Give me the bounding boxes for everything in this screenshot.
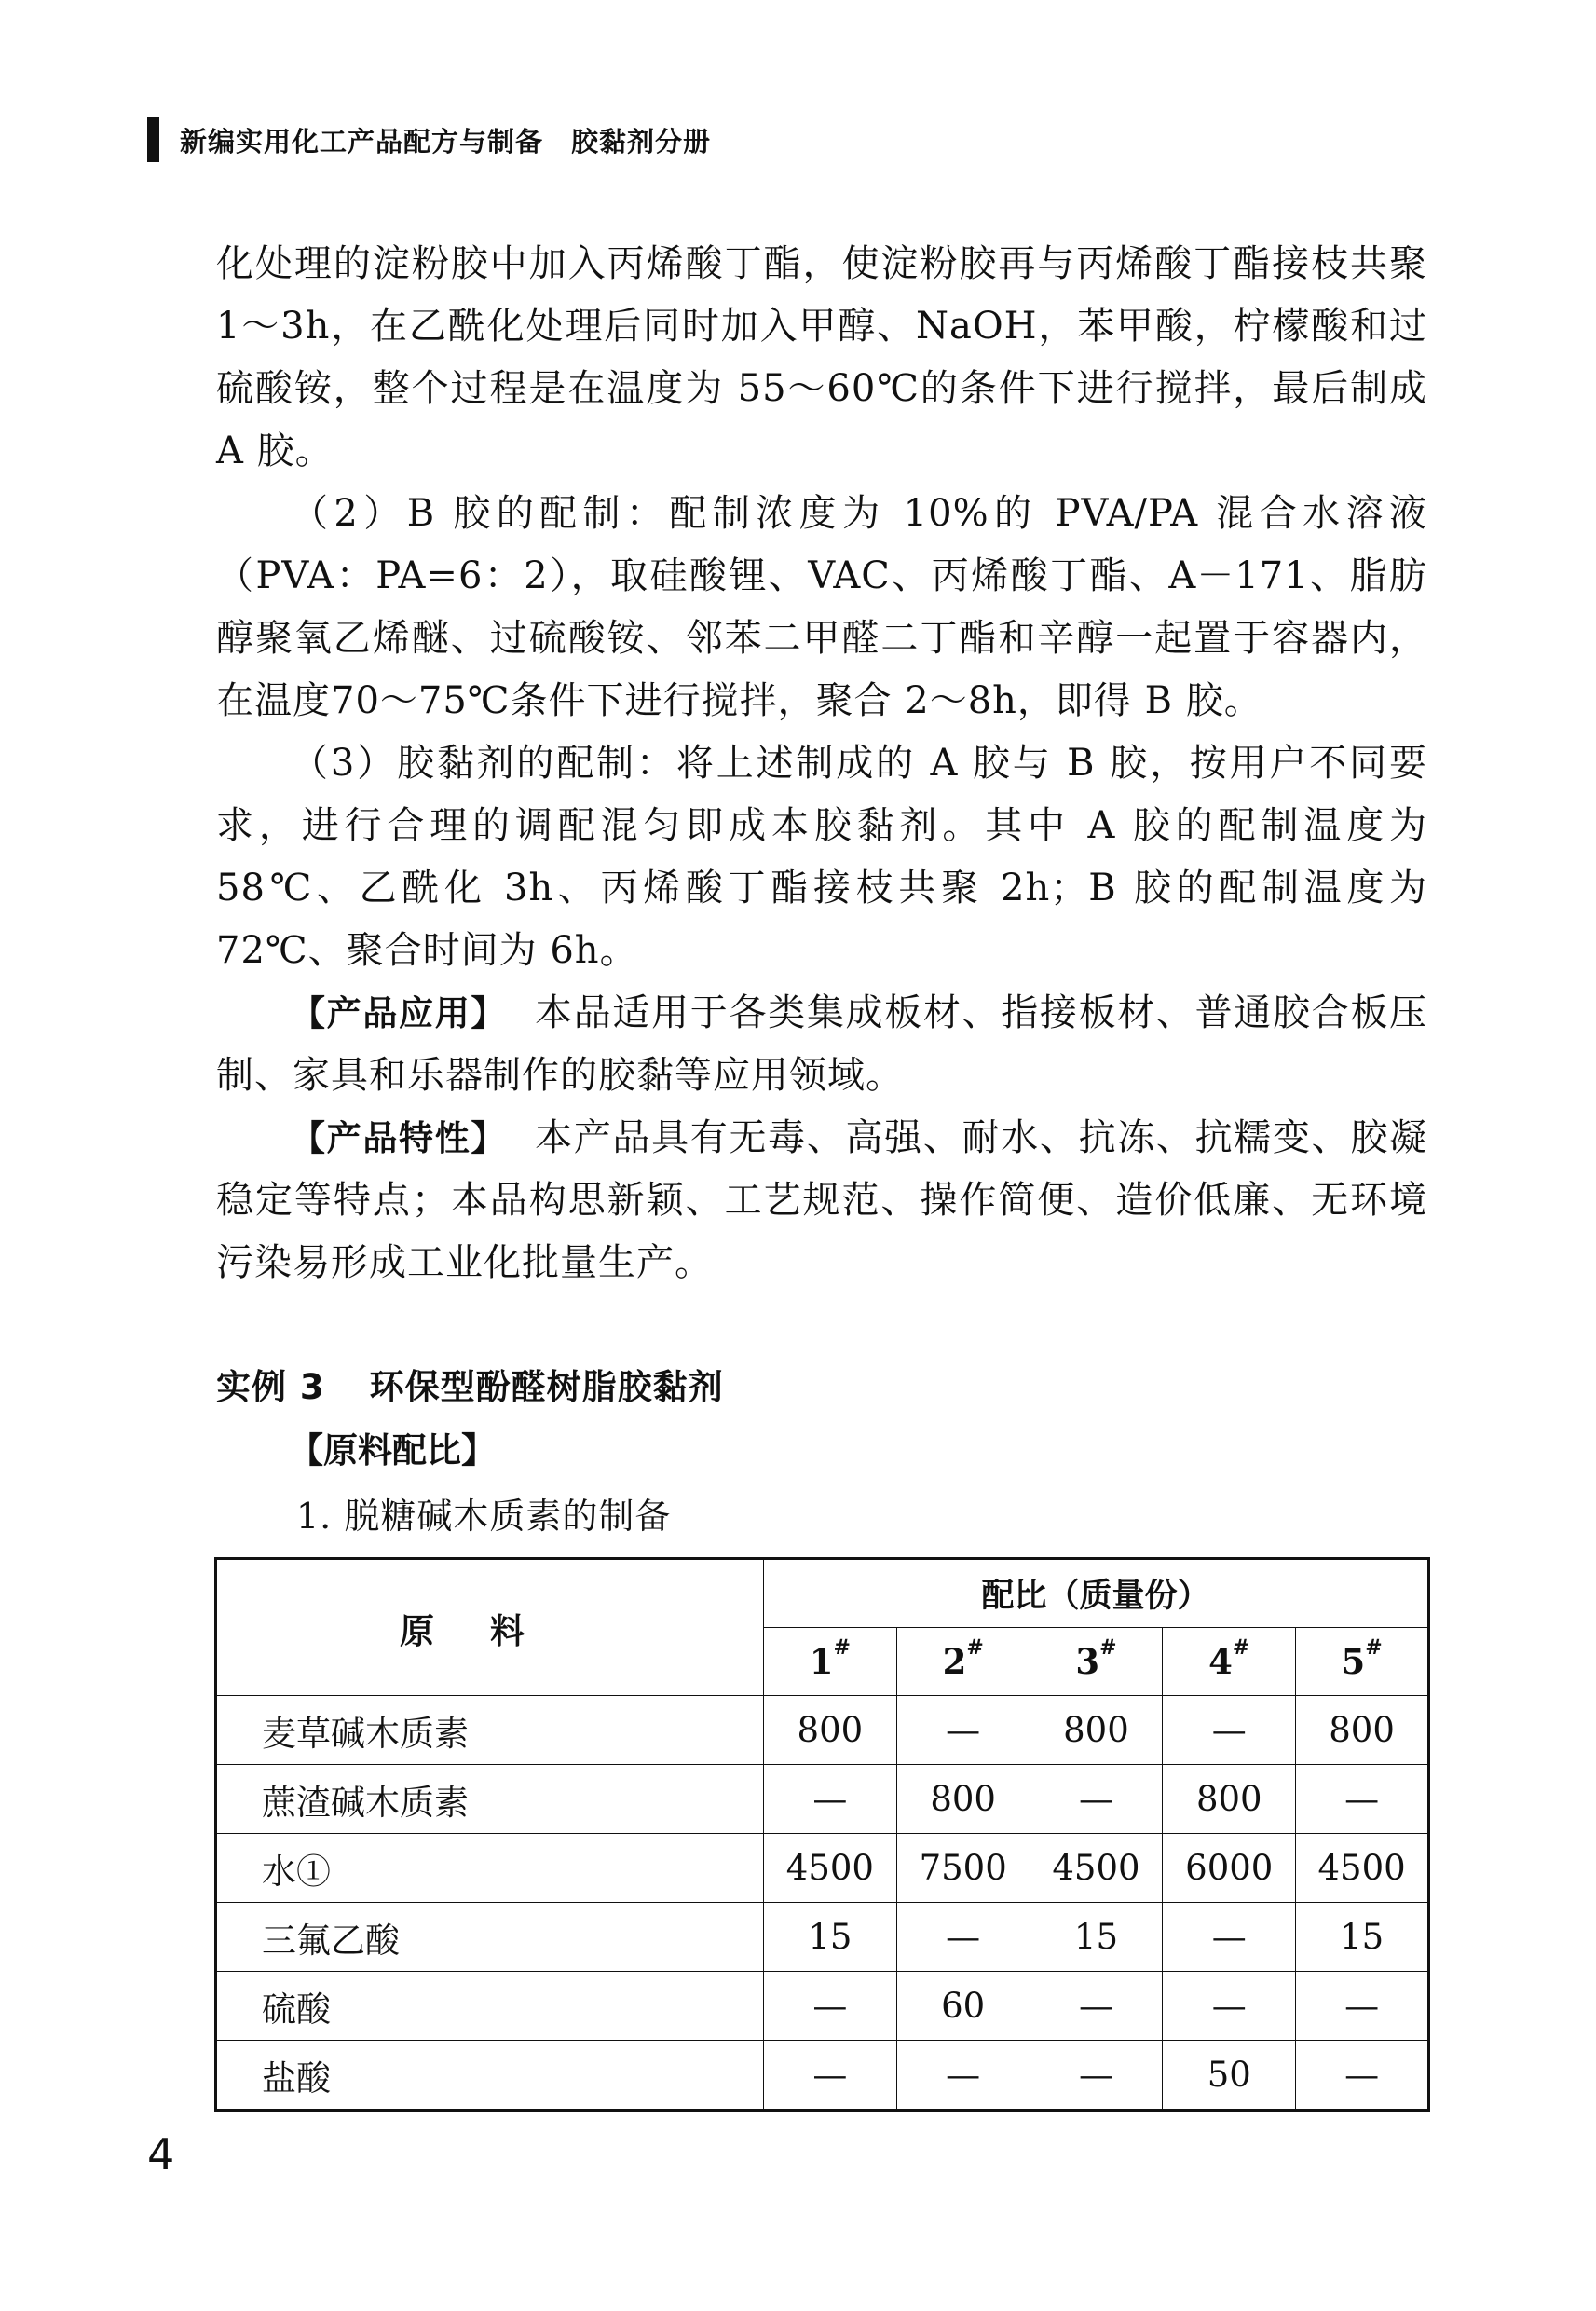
table-cell: — (763, 2041, 896, 2111)
table-row (216, 1903, 1429, 1972)
table-cell: — (1163, 1972, 1296, 2041)
formula-column-header: 3# (1030, 1628, 1163, 1696)
formula-table (214, 1557, 1430, 2112)
book-title: 新编实用化工产品配方与制备 胶黏剂分册 (180, 125, 712, 157)
table-row (216, 1834, 1429, 1903)
formula-column-header: 2# (896, 1628, 1030, 1696)
example-title: 环保型酚醛树脂胶黏剂 (369, 1367, 724, 1407)
table-row (216, 1972, 1429, 2041)
product-application-text: 本品适用于各类集成板材、指接板材、普通胶合板压制、家具和乐器制作的胶黏等应用领域。 (216, 991, 1428, 1097)
paragraph-adhesive-preparation: （3）胶黏剂的配制：将上述制成的 A 胶与 B 胶，按用户不同要求，进行合理的调配混匀即成本胶黏剂。其中 A 胶的配制温度为 58℃、乙酰化 3h、丙烯酸丁酯接枝共聚 2h；B 胶的配制温度为 72℃、聚合时间为 6h。 (216, 742, 1427, 972)
material-name: 水① (216, 1834, 764, 1903)
table-cell: 15 (1030, 1903, 1163, 1972)
table-cell: — (896, 2041, 1030, 2111)
table-cell: 4500 (763, 1834, 896, 1903)
table-cell: 6000 (1163, 1834, 1296, 1903)
table-cell: 800 (1163, 1765, 1296, 1834)
product-features-text: 本产品具有无毒、高强、耐水、抗冻、抗糯变、胶凝稳定等特点；本品构思新颖、工艺规范、操作简便、造价低廉、无环境污染易形成工业化批量生产。 (216, 1116, 1428, 1284)
table-cell: — (896, 1696, 1030, 1765)
table-cell: 800 (896, 1765, 1030, 1834)
table-cell: 15 (1296, 1903, 1429, 1972)
formula-column-header: 1# (763, 1628, 896, 1696)
table-cell: 800 (1030, 1696, 1163, 1765)
table-cell: 15 (763, 1903, 896, 1972)
paragraph-product-application (216, 982, 1427, 1107)
table-cell: — (1163, 1696, 1296, 1765)
table-cell: 60 (896, 1972, 1030, 2041)
header-marker-bar (147, 117, 159, 162)
table-cell: — (1296, 1765, 1429, 1834)
paragraph-product-features (216, 1107, 1427, 1294)
table-row (216, 2041, 1429, 2111)
table-cell: — (1163, 1903, 1296, 1972)
table-cell: — (1030, 1765, 1163, 1834)
table-row (216, 1765, 1429, 1834)
table-cell: — (896, 1903, 1030, 1972)
running-header (147, 114, 711, 166)
table-cell: — (763, 1972, 896, 2041)
material-name: 三氟乙酸 (216, 1903, 764, 1972)
material-column-header: 原料 (216, 1559, 764, 1696)
material-name: 盐酸 (216, 2041, 764, 2111)
table-cell: — (1030, 1972, 1163, 2041)
paragraph-b-glue-preparation: （2）B 胶的配制：配制浓度为 10%的 PVA/PA 混合水溶液（PVA：PA=6：2），取硅酸锂、VAC、丙烯酸丁酯、A－171、脂肪醇聚氧乙烯醚、过硫酸铵、邻苯二甲醛二丁酯和辛醇一起置于容器内，在温度70～75℃条件下进行搅拌，聚合 2～8h，即得 B 胶。 (216, 492, 1427, 722)
material-name: 硫酸 (216, 1972, 764, 2041)
product-application-tag: 【产品应用】 (291, 993, 508, 1033)
table-cell: — (763, 1765, 896, 1834)
table-cell: 4500 (1296, 1834, 1429, 1903)
table-cell: 800 (763, 1696, 896, 1765)
table-cell: 800 (1296, 1696, 1429, 1765)
table-row (216, 1696, 1429, 1765)
raw-material-ratio-tag: 【原料配比】 (289, 1430, 496, 1470)
table-cell: 50 (1163, 2041, 1296, 2111)
table-cell: — (1296, 1972, 1429, 2041)
paragraph-a-glue-continued: 化处理的淀粉胶中加入丙烯酸丁酯，使淀粉胶再与丙烯酸丁酯接枝共聚 1～3h，在乙酰化处理后同时加入甲醇、NaOH，苯甲酸，柠檬酸和过硫酸铵，整个过程是在温度为 55～60℃的条件下进行搅拌，最后制成 A 胶。 (216, 242, 1427, 472)
page-number: 4 (147, 2129, 175, 2180)
table-cell: — (1296, 2041, 1429, 2111)
example-heading (216, 1359, 724, 1409)
table-cell: 4500 (1030, 1834, 1163, 1903)
example-number: 实例 3 (216, 1367, 325, 1407)
formula-column-header: 5# (1296, 1628, 1429, 1696)
body-text (216, 233, 1427, 1294)
table-cell: — (1030, 2041, 1163, 2111)
table-header-row (216, 1559, 1429, 1628)
product-features-tag: 【产品特性】 (291, 1118, 508, 1158)
formula-column-header: 4# (1163, 1628, 1296, 1696)
material-name: 蔗渣碱木质素 (216, 1765, 764, 1834)
step-heading: 1. 脱糖碱木质素的制备 (296, 1496, 672, 1537)
ratio-column-header: 配比（质量份） (763, 1559, 1428, 1628)
table-cell: 7500 (896, 1834, 1030, 1903)
material-name: 麦草碱木质素 (216, 1696, 764, 1765)
